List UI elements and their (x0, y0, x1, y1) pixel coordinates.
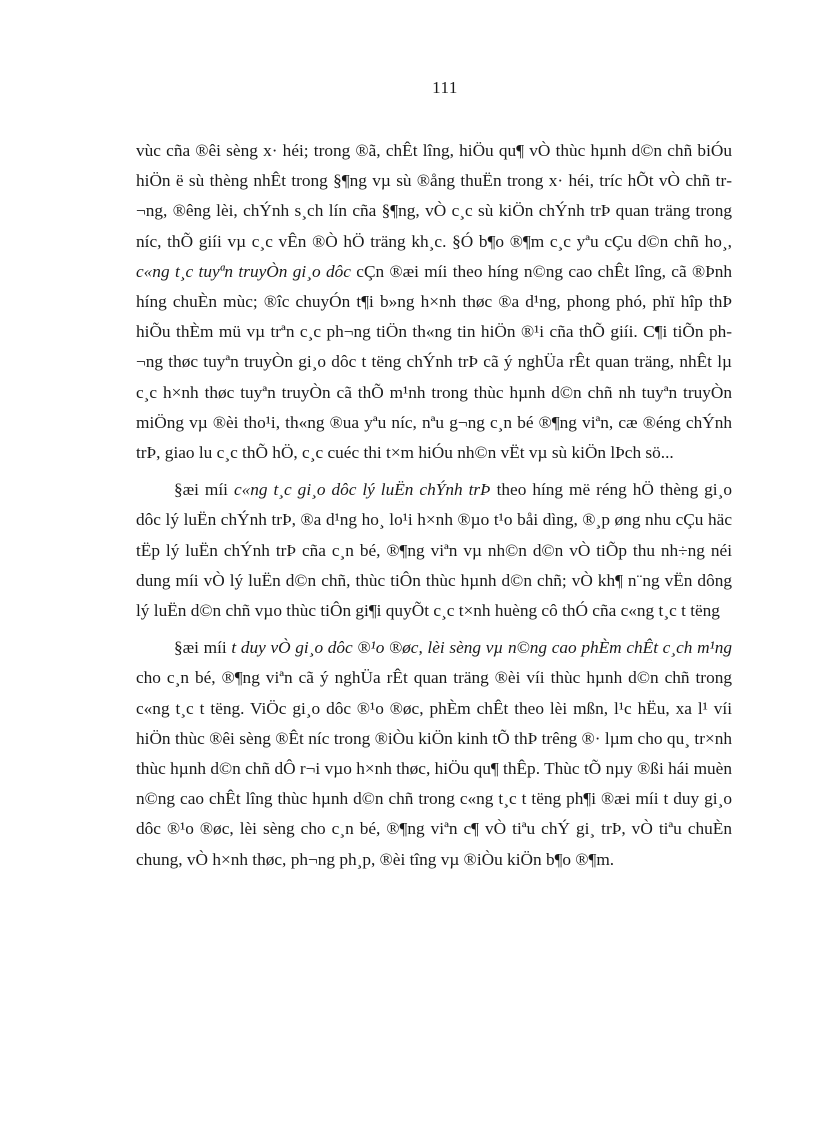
paragraph (136, 136, 737, 468)
italic-text-run: c«ng t¸c tuyªn truyÒn gi¸o dôc (136, 261, 351, 281)
paragraph (136, 475, 737, 626)
text-run: vùc cña ®êi sèng x· héi; trong ®ã, chÊt lîng, hiÖu qu¶ vÒ thùc hµnh d©n chñ biÓu hiÖn ë sù thèng nhÊt trong §¶ng vµ sù ®ång thuËn trong x· héi, tríc hÕt vÒ chñ tr¬ng, ®êng lèi, chÝnh s¸ch lín cña §¶ng, vÒ c¸c sù kiÖn chÝnh trÞ quan träng trong níc, thÕ giíi vµ c¸c vÊn ®Ò hÖ träng kh¸c. §Ó b¶o ®¶m c¸c yªu cÇu d©n chñ ho¸, (136, 141, 737, 251)
italic-text-run: t duy vÒ gi¸o dôc ®¹o ®øc, lèi sèng vµ n©ng cao phÈm chÊt c¸ch m¹ng (231, 638, 733, 658)
paragraph (136, 633, 737, 875)
text-run: theo híng më réng hÖ thèng gi¸o dôc lý luËn chÝnh trÞ, ®a d¹ng ho¸ lo¹i h×nh ®µo t¹o båi dìng, ®¸p øng nhu cÇu häc tËp lý luËn chÝnh trÞ cña c¸n bé, ®¶ng viªn vµ nh©n d©n vÒ tiÕp thu nh÷ng néi dung míi vÒ lý luËn d©n chñ, thùc tiÔn thùc hµnh d©n chñ; vÒ kh¶ n¨ng vËn dông lý luËn d©n chñ vµo thùc tiÔn gi¶i quyÕt c¸c t×nh huèng cô thÓ cña c«ng t¸c t tëng (136, 480, 737, 621)
page-number: 111 (432, 78, 458, 97)
text-run: §æi míi (174, 638, 232, 658)
text-run: cho c¸n bé, ®¶ng viªn cã ý nghÜa rÊt quan träng ®èi víi thùc hµnh d©n chñ trong c«ng t¸c t tëng. ViÖc gi¸o dôc ®¹o ®øc, phÈm chÊt theo lèi mßn, l¹c hËu, xa l¹ víi hiÖn thùc ®êi sèng ®Êt níc trong ®iÒu kiÖn kinh tÕ thÞ trêng ®· lµm cho qu¸ tr×nh thùc hµnh d©n chñ dÔ r¬i vµo h×nh thøc, hiÖu qu¶ thÊp. Thùc tÕ nµy ®ßi hái muèn n©ng cao chÊt lîng thùc hµnh d©n chñ trong c«ng t¸c t tëng ph¶i ®æi míi t duy gi¸o dôc ®¹o ®øc, lèi sèng cho c¸n bé, ®¶ng viªn c¶ vÒ tiªu chÝ gi¸ trÞ, vÒ tiªu chuÈn chung, vÒ h×nh thøc, ph¬ng ph¸p, ®èi tîng vµ ®iÒu kiÖn b¶o ®¶m. (136, 638, 737, 869)
text-run: §æi míi (174, 480, 234, 500)
italic-text-run: c«ng t¸c gi¸o dôc lý luËn chÝnh trÞ (233, 480, 491, 500)
text-run: cÇn ®æi míi theo híng n©ng cao chÊt lîng, cã ®Þnh híng chuÈn mùc; ®îc chuyÓn t¶i b»ng h×nh thøc ®a d¹ng, phong phó, phï hîp thÞ hiÕu thÈm mü vµ trªn c¸c ph¬ng tiÖn th«ng tin hiÖn ®¹i cña thÕ giíi. C¶i tiÕn ph¬ng thøc tuyªn truyÒn gi¸o dôc t tëng chÝnh trÞ cã ý nghÜa rÊt quan träng, nhÊt lµ c¸c h×nh thøc tuyªn truyÒn cã thÕ m¹nh trong thùc hµnh d©n chñ nh tuyªn truyÒn miÖng vµ ®èi tho¹i, th«ng ®ua yªu níc, nªu g¬ng c¸n bé ®¶ng viªn, cæ ®éng chÝnh trÞ, giao lu c¸c thÕ hÖ, c¸c cuéc thi t×m hiÓu nh©n vËt vµ sù kiÖn lÞch sö... (136, 261, 737, 463)
body-text (136, 136, 737, 882)
